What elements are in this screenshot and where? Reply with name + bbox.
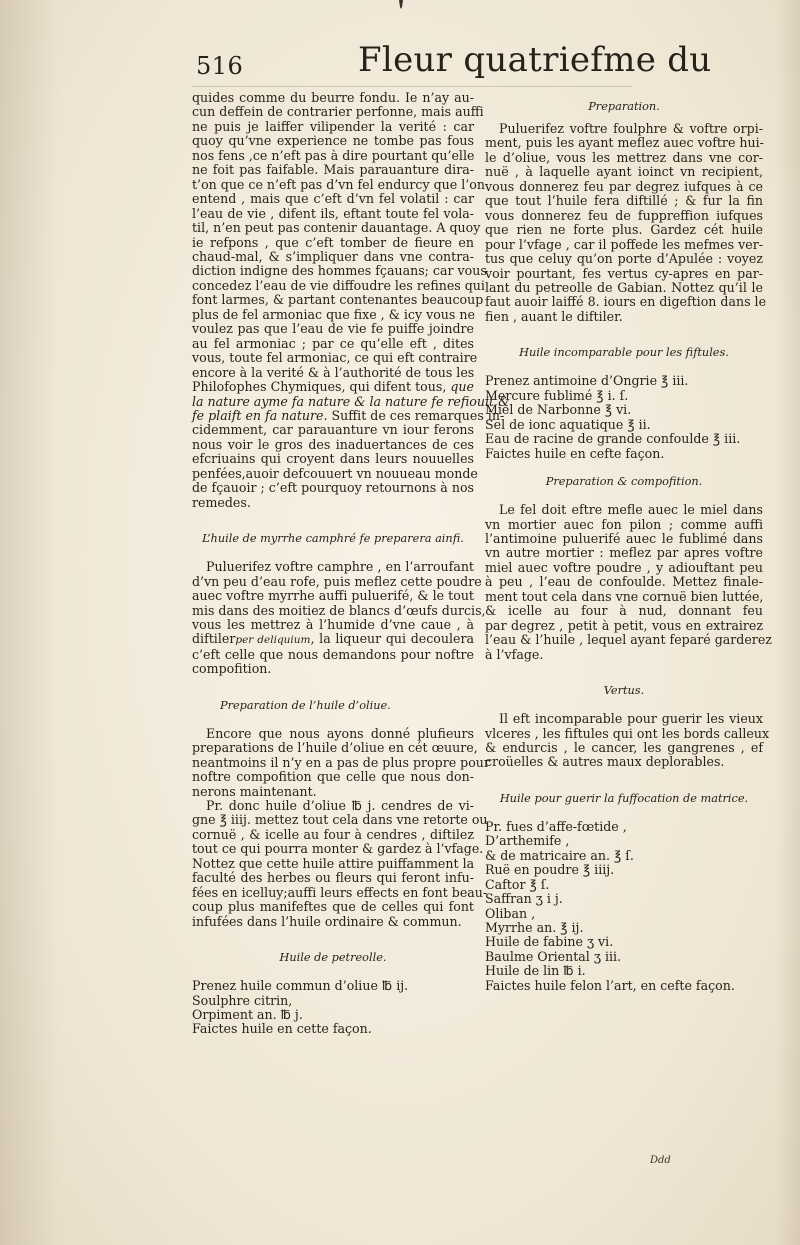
text-line: & endurcis , le cancer, les gangrenes , ef <box>485 739 763 755</box>
list-item: Huile de fabine ʒ vi. <box>485 934 614 950</box>
paragraph-camphor-preparation <box>192 559 486 677</box>
text-line: preparations de l’huile d’oliue en cét œuure, <box>192 740 478 756</box>
text-line: que tout l’huile fera diftillé ; & fur la fin <box>485 193 763 209</box>
text-line: à l’vfage. <box>485 646 544 662</box>
list-item: Orpiment an. ℔ j. <box>192 1007 303 1023</box>
text-line: cornuë , & icelle au four à cendres , diftilez <box>192 826 474 842</box>
text-line: lant du petreolle de Gabian. Nottez qu’il le <box>485 279 763 295</box>
text-line: cidemment, car parauanture vn iour ferons <box>192 422 474 438</box>
quotation-text: que <box>450 379 474 395</box>
section-heading: Vertus. <box>603 684 645 698</box>
text-line: c’eft celle que nous demandons pour noftre <box>192 646 474 662</box>
text-line: ie refpons , que c’eft tomber de fieure en <box>192 234 474 250</box>
quotation-text: fe plaift en fa nature. <box>192 407 328 423</box>
text-line <box>192 380 474 394</box>
list-item: Baulme Oriental ʒ iii. <box>485 948 622 964</box>
text-line: fien , auant le diftiler. <box>485 308 623 324</box>
paragraph-olive-oil-recipe <box>192 798 488 929</box>
ingredient-list <box>485 820 763 993</box>
section-heading: Huile incomparable pour les fiftules. <box>519 346 729 360</box>
text-line: l’eau & l’huile , lequel ayant feparé garderez <box>485 632 772 648</box>
section-heading: Preparation. <box>588 100 660 113</box>
text-line: l’eau de vie , difent ils, eftant toute fel vola- <box>192 205 474 221</box>
text-line: que rien ne forte plus. Gardez cét huile <box>485 222 763 238</box>
text-line: l’antimoine puluerifé auec le fublimé dans <box>485 530 763 546</box>
text-line: efcriuains qui croyent dans leurs nouuelles <box>192 451 474 467</box>
text-line: ment tout cela dans vne cornuë bien luttée, <box>485 588 764 604</box>
left-column <box>192 90 510 1037</box>
text-line: faculté des herbes ou fleurs qui feront infu- <box>192 870 474 886</box>
paragraph-fistula-preparation <box>485 502 772 662</box>
text-line: mis dans des moitiez de blancs d’œufs durcis, <box>192 602 486 618</box>
text-line: encore à la verité & à l’authorité de tous les <box>192 364 475 380</box>
text-line: nerons maintenant. <box>192 783 317 799</box>
running-title: Fleur quatriefme du <box>358 40 712 80</box>
text-line: ne puis je laiffer vilipender la verité : car <box>192 118 474 134</box>
section-heading: Huile de petreolle. <box>279 951 387 965</box>
text-run: diftiler <box>192 631 236 647</box>
list-item: Pr. fues d’affe-fœtide , <box>485 818 627 834</box>
text-line: Le fel doit eftre mefle auec le miel dans <box>499 502 763 518</box>
text-line: noftre compofition que celle que nous don- <box>192 769 474 785</box>
list-item: Sel de ionc aquatique ℥ ii. <box>485 416 651 432</box>
text-line: fées en icelluy;auffi leurs effects en font beau- <box>192 884 488 900</box>
text-line: le d’oliue, vous les mettrez dans vne cor- <box>485 149 763 165</box>
right-column <box>485 100 772 993</box>
list-item: Saffran ʒ i j. <box>485 891 563 907</box>
text-line: entend , mais que c’eft d’vn fel volatil : car <box>192 191 474 207</box>
text-line: de fçauoir ; c’eft pourquoy retournons à nos <box>192 480 474 496</box>
quotation-text: la nature ayme fa nature & la nature fe refiouit & <box>192 393 510 409</box>
section-heading: Preparation de l’huile d’oliue. <box>220 698 391 712</box>
text-line: cun deffein de contrarier perfonne, mais auffi <box>192 104 484 120</box>
page-shadow-left <box>0 0 60 1245</box>
text-line: par degrez , petit à petit, vous en extrairez <box>485 617 763 633</box>
text-line: neantmoins il n’y en a pas de plus propre pour <box>192 754 490 770</box>
list-item: Prenez antimoine d’Ongrie ℥ iii. <box>485 373 689 389</box>
list-item: Caftor ℥ ſ. <box>485 876 550 892</box>
text-line: vous les mettrez à l’humide d’vne caue , à <box>192 616 474 632</box>
text-line: Puluerifez voftre foulphre & voftre orpi- <box>499 121 763 136</box>
text-line: coup plus manifeftes que de celles qui font <box>192 899 474 915</box>
list-item: Faictes huile en cefte façon. <box>485 445 665 461</box>
page-number: 516 <box>196 52 244 80</box>
ornament-mark <box>392 0 410 10</box>
section-heading: L’huile de myrrhe camphré fe preparera ainfi. <box>202 532 464 546</box>
list-item: Ruë en poudre ℥ iiij. <box>485 862 615 878</box>
list-item: Prenez huile commun d’oliue ℔ ij. <box>192 978 409 994</box>
text-line: ment, puis les ayant meflez auec voftre hui- <box>485 135 764 151</box>
text-line: au fel armoniac ; par ce qu’elle eft , dites <box>192 335 474 351</box>
text-line: compofition. <box>192 661 272 677</box>
list-item: Faictes huile en cette façon. <box>192 1021 372 1037</box>
text-line: vn autre mortier : meflez par apres voftre <box>485 545 763 561</box>
text-line: vous, toute fel armoniac, ce qui eft contraire <box>192 350 478 366</box>
list-item: D’arthemife , <box>485 833 570 849</box>
page-shadow-right <box>776 0 800 1245</box>
text-line: pour l’vfage , car il poffede les mefmes ver- <box>485 236 763 252</box>
text-line: Pr. donc huile d’oliue ℔ j. cendres de vi- <box>206 798 474 814</box>
text-line: auec voftre myrrhe auffi puluerifé, & le tout <box>192 588 474 604</box>
text-line: faut auoir laiffé 8. iours en digeftion dans le <box>485 294 767 310</box>
text-line: diction indigne des hommes fçauans; car vous <box>192 263 487 279</box>
text-line: remedes. <box>192 494 251 510</box>
list-item: Mercure fublimé ℥ i. ſ. <box>485 387 629 403</box>
text-line: Encore que nous ayons donné plufieurs <box>206 725 474 741</box>
text-line: miel auec voftre poudre , y adiouftant peu <box>485 559 763 575</box>
text-line: til, n’en peut pas contenir dauantage. A quoy <box>192 220 481 236</box>
paragraph-petreolle-preparation <box>485 121 767 324</box>
text-line: plus de fel armoniac que fixe , & icy vous ne <box>192 306 475 322</box>
list-item: Oliban , <box>485 905 536 921</box>
text-line: vlceres , les fiftules qui ont les bords calleux <box>485 725 770 741</box>
text-line: quides comme du beurre fondu. Ie n’ay au- <box>192 90 474 105</box>
text-line: penfées,auoir defcouuert vn nouueau monde <box>192 465 478 481</box>
header-rule <box>192 86 632 87</box>
list-item: Faictes huile felon l’art, en cefte façon. <box>485 977 735 993</box>
ingredient-list <box>485 374 763 461</box>
text-line <box>192 632 474 647</box>
list-item: Eau de racine de grande confoulde ℥ iii. <box>485 431 741 447</box>
text-line: croüelles & autres maux deplorables. <box>485 754 725 770</box>
text-run: , la liqueur qui decoulera <box>310 631 474 647</box>
text-line: d’vn peu d’eau rofe, puis meflez cette poudre <box>192 573 482 589</box>
text-line: nous voir le gros des inaduertances de ces <box>192 436 474 452</box>
text-line: voir pourtant, fes vertus cy-apres en par- <box>485 265 763 281</box>
text-line: à peu , l’eau de confoulde. Mettez finale- <box>485 574 763 590</box>
signature-text: Ddd <box>650 1155 671 1166</box>
paragraph-olive-oil-intro <box>192 725 490 799</box>
list-item: & de matricaire an. ℥ ſ. <box>485 847 634 863</box>
text-line: Il eft incomparable pour guerir les vieux <box>499 711 763 727</box>
text-line: font larmes, & partant contenantes beaucoup <box>192 292 484 308</box>
text-line: & icelle au four à nud, donnant feu <box>485 603 763 619</box>
text-line: infufées dans l’huile ordinaire & commun. <box>192 913 462 929</box>
text-line: vous donnerez feu de fuppreffion iufques <box>485 207 763 223</box>
signature-mark <box>650 1148 672 1166</box>
text-line: voulez pas que l’eau de vie fe puiffe joindre <box>192 321 474 337</box>
text-line: tus que celuy qu’on porte d’Apulée : voyez <box>485 251 763 267</box>
latin-term: per deliquium <box>235 634 311 647</box>
text-line: quoy qu’vne experience ne tombe pas fous <box>192 133 474 149</box>
section-heading: Preparation & compofition. <box>545 475 703 489</box>
list-item: Miel de Narbonne ℥ vi. <box>485 402 632 418</box>
text-line: concedez l’eau de vie diffoudre les refines qui <box>192 277 485 293</box>
text-line: nos fens ,ce n’eft pas à dire pourtant qu’elle <box>192 147 475 163</box>
text-line: ne foit pas faifable. Mais parauanture dira- <box>192 162 474 178</box>
text-line: chaud-mal, & s’impliquer dans vne contra- <box>192 248 474 264</box>
text-run: Philofophes Chymiques, qui difent tous, <box>192 379 447 395</box>
paragraph-virtues <box>485 711 770 770</box>
text-run: Suffit de ces remarques in- <box>331 407 505 423</box>
text-line: Nottez que cette huile attire puiffamment la <box>192 855 475 871</box>
list-item: Myrrhe an. ℥ ij. <box>485 920 584 936</box>
text-line: Puluerifez voftre camphre , en l’arroufant <box>206 559 474 575</box>
text-line: gne ℥ iiij. mettez tout cela dans vne retorte ou <box>192 812 488 828</box>
ingredient-list <box>192 979 474 1037</box>
text-line: t’on que ce n’eft pas d’vn fel endurcy que l’on <box>192 176 485 192</box>
paragraph-salt-argument <box>192 90 510 510</box>
list-item: Soulphre citrin, <box>192 992 293 1008</box>
text-line: vous donnerez feu par degrez iufques à ce <box>485 178 763 194</box>
text-line: nuë , à laquelle ayant ioinct vn recipient, <box>485 164 763 180</box>
list-item: Huile de lin ℔ i. <box>485 963 586 979</box>
text-line: vn mortier auec fon pilon ; comme auffi <box>485 516 763 532</box>
text-line <box>192 407 505 423</box>
section-heading: Huile pour guerir la fuffocation de matrice. <box>499 791 749 805</box>
text-line <box>192 393 510 409</box>
text-line: tout ce qui pourra monter & gardez à l’vfage. <box>192 841 484 857</box>
